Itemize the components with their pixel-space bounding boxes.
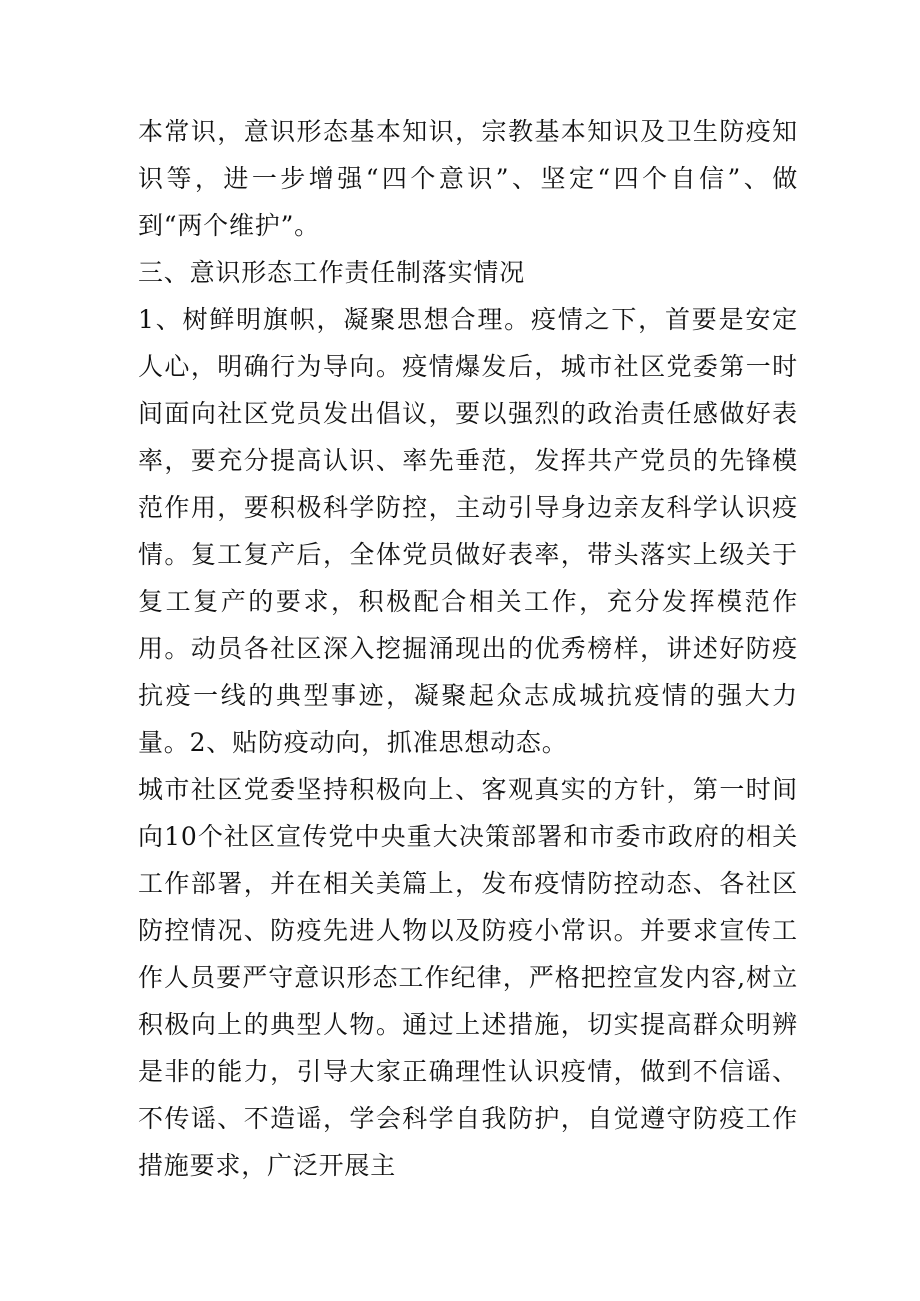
paragraph-community-committee: 城市社区党委坚持积极向上、客观真实的方针，第一时间向10个社区宣传党中央重大决策部署和市委市政府的相关工作部署，并在相关美篇上，发布疫情防控动态、各社区防控情况、防疫先进人物以及防疫小常识。并要求宣传工作人员要严守意识形态工作纪律，严格把控宣发内容,树立积极向上的典型人物。通过上述措施，切实提高群众明辨是非的能力，引导大家正确理性认识疫情，做到不信谣、不传谣、不造谣，学会科学自我防护，自觉遵守防疫工作措施要求，广泛开展主 (138, 775, 798, 1180)
document-body (138, 108, 798, 1189)
paragraph-item-1: 1、树鲜明旗帜，凝聚思想合理。疫情之下，首要是安定人心，明确行为导向。疫情爆发后，城市社区党委第一时间面向社区党员发出倡议，要以强烈的政治责任感做好表率，要充分提高认识、率先垂范，发挥共产党员的先锋模范作用，要积极科学防控，主动引导身边亲友科学认识疫情。复工复产后，全体党员做好表率，带头落实上级关于复工复产的要求，积极配合相关工作，充分发挥模范作用。动员各社区深入挖掘涌现出的优秀榜样，讲述好防疫抗疫一线的典型事迹，凝聚起众志成城抗疫情的强大力量。2、贴防疫动向，抓准思想动态。 (138, 305, 798, 757)
paragraph-intro-continuation: 本常识，意识形态基本知识，宗教基本知识及卫生防疫知识等，进一步增强“四个意识”、坚定“四个自信”、做到“两个维护”。 (138, 117, 798, 240)
section-heading: 三、意识形态工作责任制落实情况 (138, 258, 526, 287)
